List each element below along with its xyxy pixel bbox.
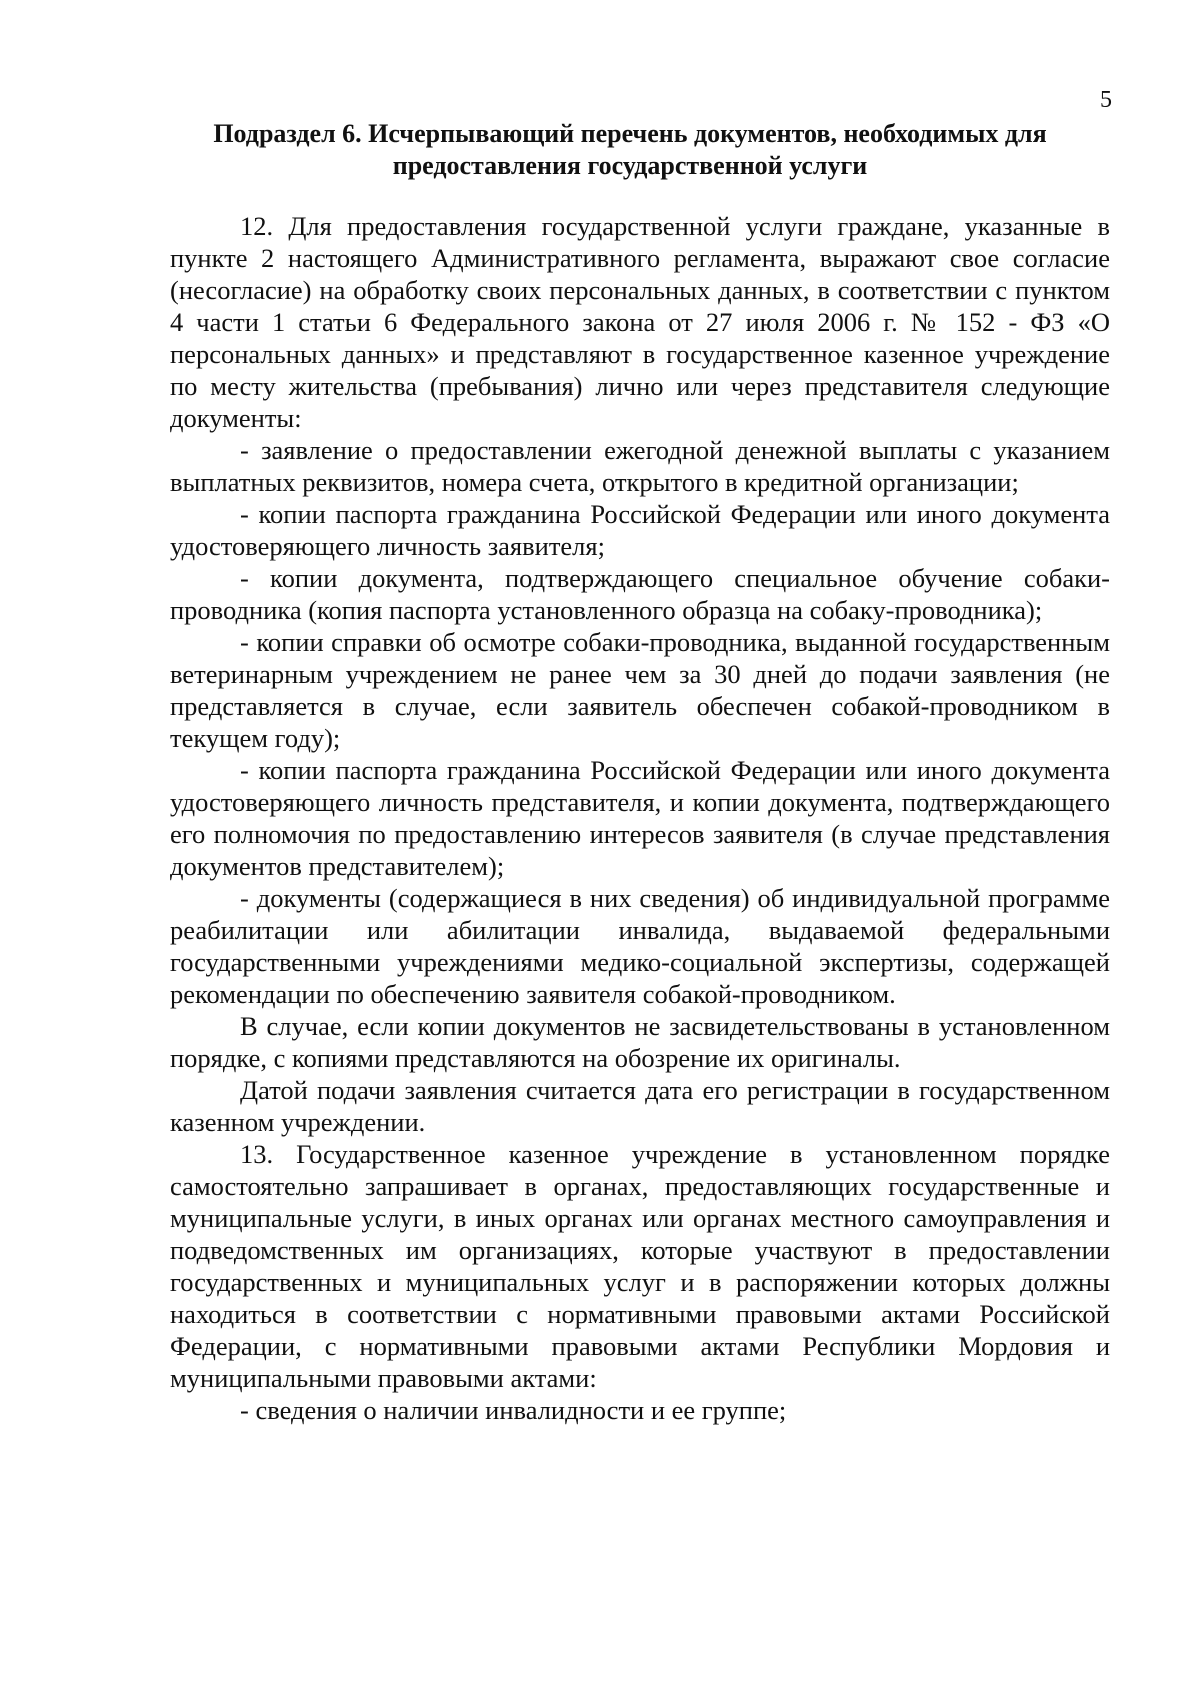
paragraph-application-date: Датой подачи заявления считается дата его регистрации в государственном казенном учреждении. [170, 1075, 1110, 1137]
paragraph-copies-not-certified: В случае, если копии документов не засвидетельствованы в установленном порядке, с копиями представляются на обозрение их оригиналы. [170, 1011, 1110, 1073]
section-heading-line-2: предоставления государственной услуги [392, 151, 868, 180]
page-number: 5 [1100, 87, 1112, 113]
list-item-veterinary-certificate: - копии справки об осмотре собаки-проводника, выданной государственным ветеринарным учреждением не ранее чем за 30 дней до подачи заявления (не представляется в случае, если заявитель обеспечен собакой-проводником в текущем году); [170, 627, 1110, 753]
list-item-disability-info: - сведения о наличии инвалидности и ее группе; [240, 1395, 787, 1425]
list-item-dog-training-document: - копии документа, подтверждающего специальное обучение собаки-проводника (копия паспорта установленного образца на собаку-проводника); [170, 563, 1110, 625]
section-heading-line-1: Подраздел 6. Исчерпывающий перечень документов, необходимых для [213, 119, 1047, 148]
document-body [170, 210, 1110, 1426]
list-item-rehabilitation-program: - документы (содержащиеся в них сведения) об индивидуальной программе реабилитации или абилитации инвалида, выдаваемой федеральными государственными учреждениями медико-социальной экспертизы, содержащей рекомендации по обеспечению заявителя собакой-проводником. [170, 883, 1110, 1009]
paragraph-12: 12. Для предоставления государственной услуги граждане, указанные в пункте 2 настоящего Административного регламента, выражают свое согласие (несогласие) на обработку своих персональных данных, в соответствии с пунктом 4 части 1 статьи 6 Федерального закона от 27 июля 2006 г. № 152 - ФЗ «О персональных данных» и представляют в государственное казенное учреждение по месту жительства (пребывания) лично или через представителя следующие документы: [170, 211, 1110, 433]
list-item-representative-documents: - копии паспорта гражданина Российской Федерации или иного документа удостоверяющего личность представителя, и копии документа, подтверждающего его полномочия по предоставлению интересов заявителя (в случае представления документов представителем); [170, 755, 1110, 881]
paragraph-13: 13. Государственное казенное учреждение в установленном порядке самостоятельно запрашивает в органах, предоставляющих государственные и муниципальные услуги, в иных органах или органах местного самоуправления и подведомственных им организациях, которые участвуют в предоставлении государственных и муниципальных услуг и в распоряжении которых должны находиться в соответствии с нормативными правовыми актами Российской Федерации, с нормативными правовыми актами Республики Мордовия и муниципальными правовыми актами: [170, 1139, 1110, 1393]
list-item-applicant-passport: - копии паспорта гражданина Российской Федерации или иного документа удостоверяющего личность заявителя; [170, 499, 1110, 561]
list-item-application: - заявление о предоставлении ежегодной денежной выплаты с указанием выплатных реквизитов, номера счета, открытого в кредитной организации; [170, 435, 1110, 497]
section-heading [160, 118, 1100, 182]
